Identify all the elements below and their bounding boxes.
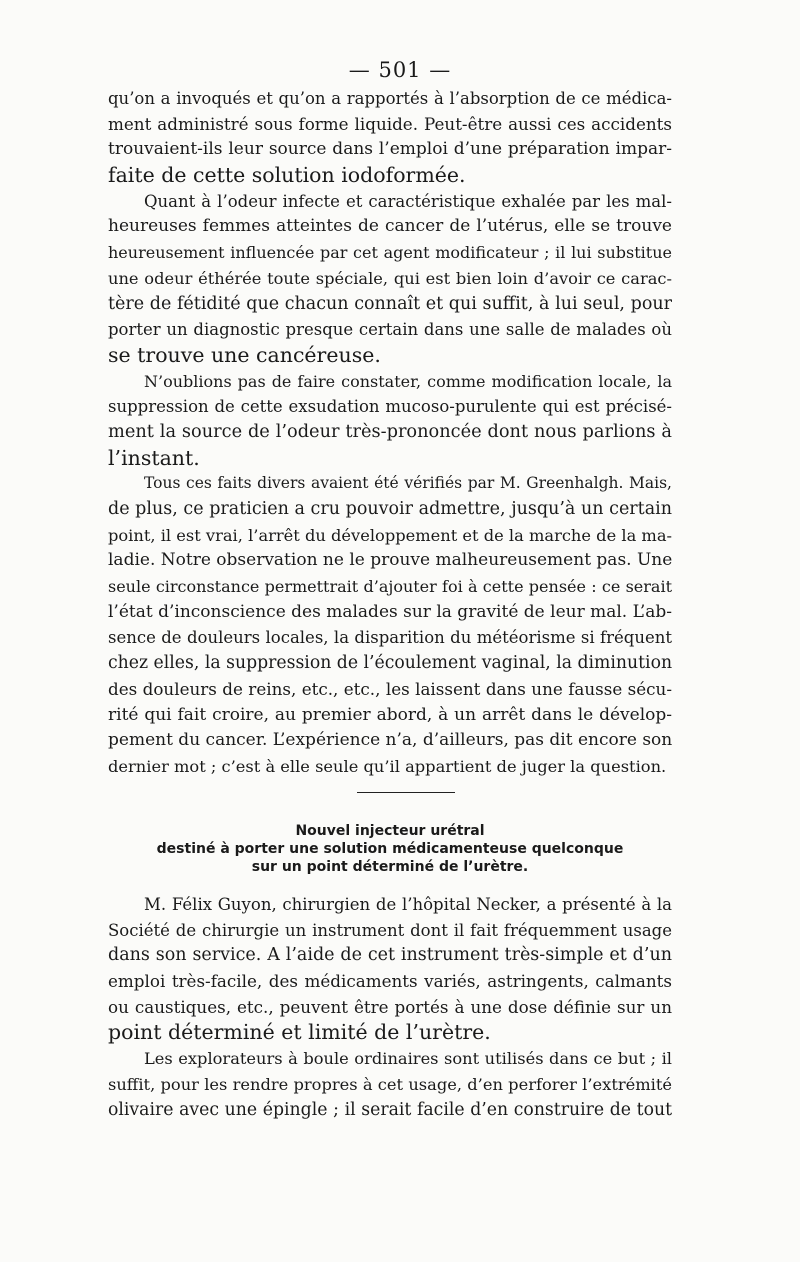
- text-line: heureuses femmes atteintes de cancer de l’utérus, elle se trouve: [108, 216, 672, 237]
- text-line: heureusement influencée par cet agent modificateur ; il lui substitue: [108, 243, 672, 263]
- paragraph-start-line: Les explorateurs à boule ordinaires sont utilisés dans ce but ; il: [144, 1049, 672, 1069]
- section-heading: [108, 822, 672, 876]
- text-line: tère de fétidité que chacun connaît et qui suffit, à lui seul, pour: [108, 293, 672, 314]
- text-line: emploi très-facile, des médicaments variés, astringents, calmants: [108, 971, 672, 992]
- text-line: des douleurs de reins, etc., etc., les laissent dans une fausse sécu-: [108, 678, 672, 699]
- section-heading-subtitle: destiné à porter une solution médicamenteuse quelconque: [156, 841, 624, 857]
- text-line: sence de douleurs locales, la disparition du météorisme si fréquent: [108, 628, 672, 648]
- text-line: olivaire avec une épingle ; il serait facile d’en construire de tout: [108, 1099, 672, 1120]
- text-line: chez elles, la suppression de l’écoulement vaginal, la diminution: [108, 653, 673, 674]
- text-line: suffit, pour les rendre propres à cet usage, d’en perforer l’extrémité: [108, 1074, 672, 1094]
- text-line: une odeur éthérée toute spéciale, qui est bien loin d’avoir ce carac-: [108, 268, 672, 288]
- paragraph-start-line: Quant à l’odeur infecte et caractéristique exhalée par les mal-: [144, 191, 672, 211]
- paragraph-start-line: Tous ces faits divers avaient été vérifiés par M. Greenhalgh. Mais,: [144, 474, 672, 493]
- text-line: ladie. Notre observation ne le prouve malheureusement pas. Une: [108, 550, 673, 571]
- text-line: l’instant.: [108, 445, 200, 470]
- text-line: porter un diagnostic presque certain dans une salle de malades où: [108, 320, 672, 340]
- body-text-top: [108, 86, 672, 780]
- body-text-bottom: [108, 892, 672, 1123]
- text-line: qu’on a invoqués et qu’on a rapportés à l’absorption de ce médica-: [108, 89, 672, 108]
- page-number: — 501 —: [348, 58, 452, 82]
- text-line: faite de cette solution iodoformée.: [108, 163, 466, 188]
- text-line: ment administré sous forme liquide. Peut-être aussi ces accidents: [108, 113, 672, 134]
- section-divider: [357, 792, 455, 793]
- text-line: trouvaient-ils leur source dans l’emploi d’une préparation impar-: [108, 139, 672, 160]
- text-line: dernier mot ; c’est à elle seule qu’il appartient de juger la question.: [108, 756, 667, 776]
- text-line: Société de chirurgie un instrument dont il fait fréquemment usage: [108, 920, 672, 940]
- text-line: point déterminé et limité de l’urètre.: [108, 1020, 491, 1045]
- text-line: rité qui fait croire, au premier abord, à un arrêt dans le dévelop-: [108, 704, 672, 725]
- text-line: suppression de cette exsudation mucoso-purulente qui est précisé-: [108, 397, 672, 417]
- text-line: se trouve une cancéreuse.: [108, 342, 381, 367]
- text-line: point, il est vrai, l’arrêt du développement et de la marche de la ma-: [108, 525, 673, 545]
- text-line: de plus, ce praticien a cru pouvoir admettre, jusqu’à un certain: [108, 499, 672, 519]
- text-line: pement du cancer. L’expérience n’a, d’ailleurs, pas dit encore son: [108, 730, 673, 751]
- text-line: ou caustiques, etc., peuvent être portés à une dose définie sur un: [108, 996, 672, 1017]
- text-line: dans son service. A l’aide de cet instrument très-simple et d’un: [108, 945, 672, 966]
- text-line: seule circonstance permettrait d’ajouter foi à cette pensée : ce serait: [108, 577, 672, 597]
- text-line: l’état d’inconscience des malades sur la gravité de leur mal. L’ab-: [108, 601, 672, 622]
- section-heading-subtitle: sur un point déterminé de l’urètre.: [251, 859, 529, 875]
- section-heading-title: Nouvel injecteur urétral: [295, 823, 485, 839]
- paragraph-start-line: M. Félix Guyon, chirurgien de l’hôpital Necker, a présenté à la: [144, 895, 672, 914]
- text-line: ment la source de l’odeur très-prononcée dont nous parlions à: [108, 421, 672, 442]
- paragraph-start-line: N’oublions pas de faire constater, comme modification locale, la: [144, 371, 672, 391]
